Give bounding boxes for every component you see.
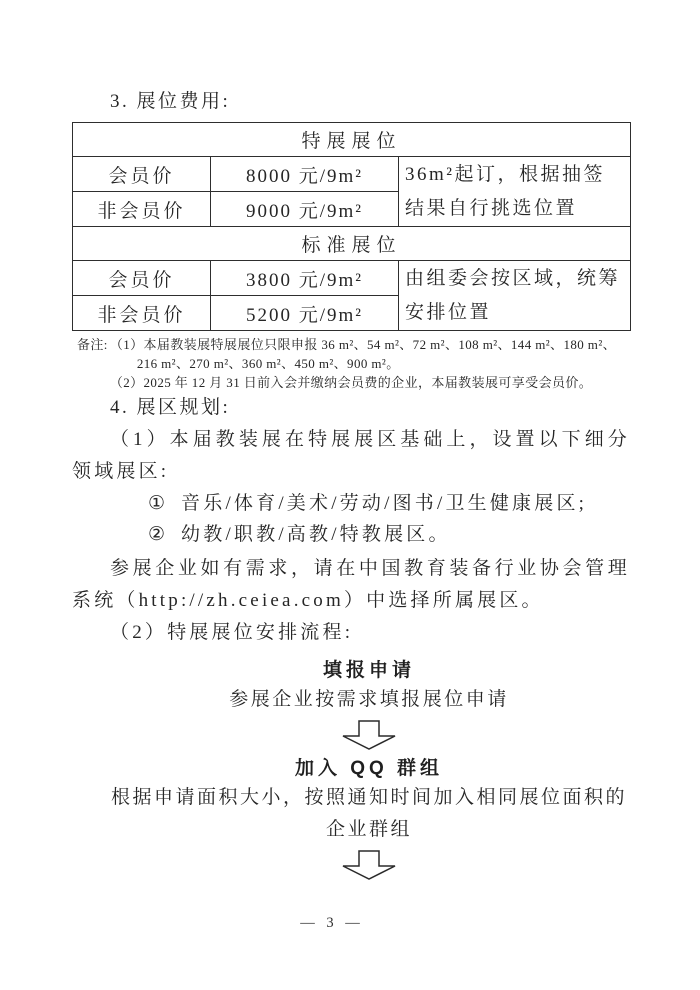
price-value-cell: 3800 元/9m²: [211, 261, 399, 296]
list-item-text: 音乐/体育/美术/劳动/图书/卫生健康展区;: [181, 493, 588, 514]
section-heading-planning: 4. 展区规划:: [110, 397, 231, 418]
table-row: [73, 123, 631, 157]
remark-item: （1）本届教装展特展展位只限申报 36 m²、54 m²、72 m²、108 m²、144 m²、180 m²、216 m²、270 m²、360 m²、450 m²、900 m²。: [109, 337, 617, 371]
flow-step-description: 参展企业按需求填报展位申请: [229, 689, 509, 710]
remarks-label: 备注:: [77, 337, 108, 352]
planning-intro-paragraph: （1）本届教装展在特展展区基础上，设置以下细分领域展区:: [72, 429, 630, 482]
page-content: [0, 88, 700, 880]
price-value-cell: 8000 元/9m²: [211, 157, 399, 192]
list-item: [72, 519, 630, 550]
down-arrow-icon: [342, 720, 396, 750]
remark-item: （2）2025 年 12 月 31 日前入会并缴纳会员费的企业，本届教装展可享受会员价。: [109, 375, 593, 390]
table-row: [73, 227, 631, 261]
table-row: [73, 261, 631, 296]
price-type-cell: 会员价: [73, 157, 211, 192]
circled-number-icon: ②: [148, 524, 166, 545]
list-item: [72, 488, 630, 519]
process-paragraph: （2）特展展位安排流程:: [110, 622, 354, 643]
flow-step-description: 企业群组: [325, 819, 412, 840]
flow-step-title: 填报申请: [322, 660, 415, 681]
table-remarks: [77, 335, 630, 392]
system-paragraph: 参展企业如有需求，请在中国教育装备行业协会管理系统（http://zh.ceiea.com）中选择所属展区。: [72, 558, 630, 611]
price-type-cell: 会员价: [73, 261, 211, 296]
down-arrow-icon: [342, 850, 396, 880]
page-number: — 3 —: [300, 915, 364, 931]
price-type-cell: 非会员价: [73, 296, 211, 331]
remarks-body: [108, 335, 630, 392]
special-booth-header-cell: 特展展位: [73, 123, 631, 157]
list-item-text: 幼教/职教/高教/特教展区。: [181, 524, 451, 545]
table-row: [73, 157, 631, 192]
booth-fee-table: [72, 122, 631, 331]
flow-step-description: 根据申请面积大小，按照通知时间加入相同展位面积的: [110, 787, 627, 808]
price-value-cell: 9000 元/9m²: [211, 192, 399, 227]
circled-number-icon: ①: [148, 493, 166, 514]
standard-booth-header-cell: 标准展位: [73, 227, 631, 261]
section-heading-fees: 3. 展位费用:: [110, 91, 231, 112]
price-type-cell: 非会员价: [73, 192, 211, 227]
booth-flowchart: [72, 657, 630, 880]
price-value-cell: 5200 元/9m²: [211, 296, 399, 331]
special-booth-note-cell: 36m²起订，根据抽签结果自行挑选位置: [399, 157, 631, 227]
standard-booth-note-cell: 由组委会按区域，统筹安排位置: [399, 261, 631, 331]
flow-step-title: 加入 QQ 群组: [294, 758, 444, 779]
